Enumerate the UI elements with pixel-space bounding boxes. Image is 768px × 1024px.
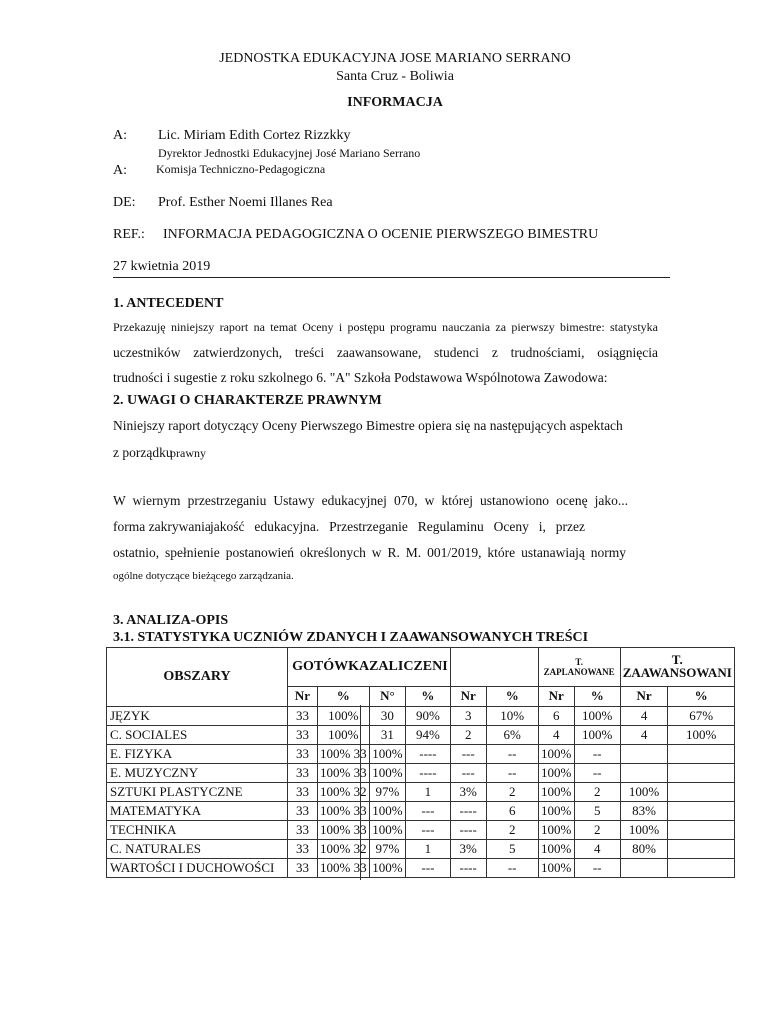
table-cell: 33 [288,745,318,764]
table-cell: 90% [406,707,451,726]
table-overlay-line [360,705,361,880]
table-cell [668,840,734,859]
table-cell: 100% 33 [318,859,370,878]
table-cell: 100% [538,859,574,878]
institution-location: Santa Cruz - Boliwia [336,69,454,84]
table-cell: 2 [574,821,620,840]
table-cell: 3 [450,707,486,726]
table-cell: ---- [406,764,451,783]
table-cell: 67% [668,707,734,726]
section1-line-2: uczestników zatwierdzonych, treści zaawansowane, studenci z trudnościami, osiągnięcia [113,345,658,360]
table-cell [620,764,668,783]
table-cell: 33 [288,840,318,859]
table-cell: 33 [288,764,318,783]
document-date: 27 kwietnia 2019 [113,259,211,274]
section2-line-6: ogólne dotyczące bieżącego zarządzania. [113,570,294,582]
table-cell: 100% [538,840,574,859]
subheader-cell: % [406,686,451,706]
table-cell: --- [406,859,451,878]
table-cell: 2 [450,726,486,745]
table-cell: 33 [288,783,318,802]
subheader-cell: % [486,686,538,706]
table-cell: 100% [574,726,620,745]
table-cell: 100% [538,745,574,764]
table-cell [668,764,734,783]
table-cell: 100% [369,802,406,821]
table-cell: 2 [486,783,538,802]
header-group-passed: ZALICZENI [369,648,450,687]
row-area-name: E. FIZYKA [107,745,288,764]
to-name-2: Komisja Techniczno-Pedagogiczna [156,162,326,176]
table-cell: 4 [538,726,574,745]
table-cell: 4 [620,726,668,745]
table-cell [668,783,734,802]
table-cell: 100% [574,707,620,726]
document-title: INFORMACJA [347,95,443,110]
ref-label: REF.: [113,227,145,242]
section2-line-2b: prawny [170,446,206,460]
table-cell [668,859,734,878]
header-advanced-prefix: T. [671,651,683,667]
subheader-cell: Nr [450,686,486,706]
subheader-cell: Nr [538,686,574,706]
subheader-cell: N° [369,686,406,706]
table-cell: 1 [406,840,451,859]
table-cell: 100% 33 [318,821,370,840]
table-cell: 5 [486,840,538,859]
to-name-1: Lic. Miriam Edith Cortez Rizzkky [158,128,351,143]
table-cell: 100% 33 [318,802,370,821]
from-label: DE: [113,195,136,210]
table-cell: 97% [369,840,406,859]
to-label-1: A: [113,128,127,143]
row-area-name: C. NATURALES [107,840,288,859]
subheader-cell: % [318,686,370,706]
table-cell: ---- [406,745,451,764]
from-name: Prof. Esther Noemi Illanes Rea [158,195,333,210]
table-cell [620,859,668,878]
table-row [107,802,735,821]
table-cell: 100% 33 [318,745,370,764]
table-body [107,707,735,878]
subheader-cell: Nr [288,686,318,706]
table-cell: --- [406,821,451,840]
table-cell: -- [486,859,538,878]
row-area-name: MATEMATYKA [107,802,288,821]
table-cell: 100% [369,745,406,764]
header-group-advanced [620,648,734,687]
table-cell: 80% [620,840,668,859]
section1-heading: 1. ANTECEDENT [113,296,224,311]
table-cell: 100% [369,859,406,878]
table-cell: 100% 32 [318,840,370,859]
table-cell: 94% [406,726,451,745]
table-cell: 100% [369,764,406,783]
table-cell: 100% [318,707,370,726]
table-cell: -- [486,764,538,783]
table-row [107,726,735,745]
row-area-name: C. SOCIALES [107,726,288,745]
to-role-1: Dyrektor Jednostki Edukacyjnej José Mariano Serrano [158,146,421,160]
section2-line-3: W wiernym przestrzeganiu Ustawy edukacyjnej 070, w której ustanowiono ocenę jako... [113,493,628,508]
section2-line-4b: jakość edukacyjna. Przestrzeganie Regulaminu Oceny i, przez [210,519,585,534]
table-cell: 33 [288,726,318,745]
table-cell: 4 [574,840,620,859]
table-cell: 100% [318,726,370,745]
subheader-cell: Nr [620,686,668,706]
section1-line-1: Przekazuję niniejszy raport na temat Oceny i postępu programu nauczania za pierwszy bimestre: statystyka [113,320,658,334]
table-cell: --- [406,802,451,821]
table-cell: 100% 32 [318,783,370,802]
table-cell: 30 [369,707,406,726]
table-cell: 2 [574,783,620,802]
section2-heading: 2. UWAGI O CHARAKTERZE PRAWNYM [113,393,382,408]
table-cell: 1 [406,783,451,802]
table-row [107,707,735,726]
table-cell: -- [574,745,620,764]
subheader-cell: % [668,686,734,706]
table-cell: 100% [620,783,668,802]
table-cell: 3% [450,840,486,859]
table-cell: 97% [369,783,406,802]
header-group-planned [538,648,620,687]
table-cell: 10% [486,707,538,726]
table-cell: --- [450,764,486,783]
section2-line-2a: z porządku [113,445,173,460]
table-row [107,745,735,764]
table-cell: 100% [668,726,734,745]
table-cell [668,745,734,764]
table-cell [668,802,734,821]
divider-line [113,277,670,278]
table-cell: 3% [450,783,486,802]
table-cell: ---- [450,821,486,840]
table-cell: 33 [288,802,318,821]
table-row [107,840,735,859]
table-cell: -- [574,859,620,878]
table-cell [668,821,734,840]
table-cell: ---- [450,859,486,878]
table-cell: 5 [574,802,620,821]
table-cell: 100% [620,821,668,840]
header-advanced-label: ZAAWANSOWANI [622,664,732,680]
table-cell: 100% [538,783,574,802]
table-row [107,783,735,802]
table-cell: 31 [369,726,406,745]
table-cell: 6% [486,726,538,745]
table-cell: 100% [538,821,574,840]
ref-text: INFORMACJA PEDAGOGICZNA O OCENIE PIERWSZEGO BIMESTRU [163,227,599,242]
row-area-name: JĘZYK [107,707,288,726]
table-cell: ---- [450,802,486,821]
section2-line-1: Niniejszy raport dotyczący Oceny Pierwszego Bimestre opiera się na następujących aspektach [113,418,623,433]
institution-name: JEDNOSTKA EDUKACYJNA JOSE MARIANO SERRANO [219,51,571,66]
header-planned-label: ZAPLANOWANE [543,666,615,677]
section2-line-5: ostatnio, spełnienie postanowień określonych w R. M. 001/2019, które ustanawiają normy [113,545,626,560]
table-cell: 33 [288,707,318,726]
table-cell: --- [450,745,486,764]
table-cell: 2 [486,821,538,840]
table-cell: 100% 33 [318,764,370,783]
row-area-name: TECHNIKA [107,821,288,840]
table-cell: 100% [369,821,406,840]
section3-subheading: 3.1. STATYSTYKA UCZNIÓW ZDANYCH I ZAAWANSOWANYCH TREŚCI [113,630,589,645]
table-cell: 33 [288,859,318,878]
table-cell: 6 [486,802,538,821]
table-row [107,764,735,783]
row-area-name: WARTOŚCI I DUCHOWOŚCI [107,859,288,878]
table-cell: -- [486,745,538,764]
header-planned-prefix: T. [575,656,583,667]
row-area-name: E. MUZYCZNY [107,764,288,783]
header-areas: OBSZARY [107,648,288,707]
table-cell: 4 [620,707,668,726]
table-cell: 33 [288,821,318,840]
table-cell [620,745,668,764]
row-area-name: SZTUKI PLASTYCZNE [107,783,288,802]
subheader-cell: % [574,686,620,706]
table-cell: 100% [538,764,574,783]
header-group-cash: GOTÓWKA [288,648,370,687]
table-cell: 6 [538,707,574,726]
table-cell: 100% [538,802,574,821]
table-cell: 83% [620,802,668,821]
section2-line-4a: forma zakrywania [113,519,211,534]
header-group-blank [450,648,538,687]
table-row [107,821,735,840]
statistics-table [106,647,735,878]
to-label-2: A: [113,163,127,178]
section3-heading: 3. ANALIZA-OPIS [113,613,229,628]
section1-line-3: trudności i sugestie z roku szkolnego 6. "A" Szkoła Podstawowa Wspólnotowa Zawodowa: [113,370,608,385]
table-row [107,859,735,878]
table-cell: -- [574,764,620,783]
